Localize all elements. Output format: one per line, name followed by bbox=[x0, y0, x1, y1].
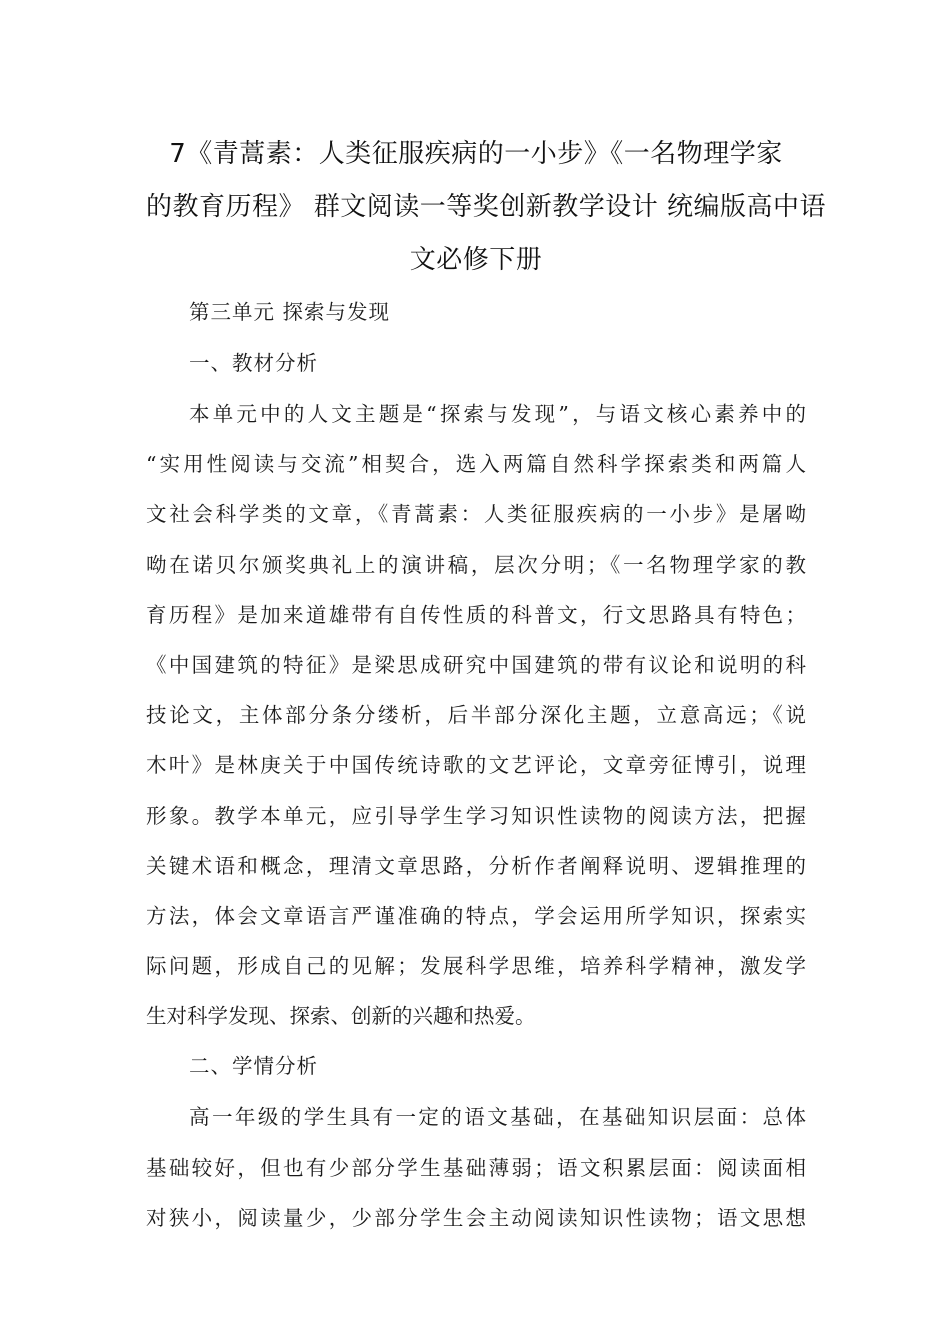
section-heading-student-analysis: 二、学情分析 bbox=[189, 1054, 318, 1079]
title-line: 的教育历程》 群文阅读一等奖创新教学设计 统编版高中语 bbox=[146, 192, 827, 222]
paragraph-line: 呦在诺贝尔颁奖典礼上的演讲稿，层次分明；《一名物理学家的教 bbox=[146, 552, 806, 577]
paragraph-line: 本单元中的人文主题是“探索与发现”，与语文核心素养中的 bbox=[189, 402, 806, 426]
paragraph-line: 基础较好，但也有少部分学生基础薄弱；语文积累层面：阅读面相 bbox=[146, 1155, 806, 1180]
paragraph-line: 方法，体会文章语言严谨准确的特点，学会运用所学知识，探索实 bbox=[146, 903, 806, 928]
paragraph-line: 育历程》是加来道雄带有自传性质的科普文，行文思路具有特色； bbox=[146, 602, 806, 627]
paragraph-line: 木叶》是林庚关于中国传统诗歌的文艺评论，文章旁征博引，说理 bbox=[146, 753, 806, 778]
document-body bbox=[146, 287, 806, 1243]
paragraph-line: 《中国建筑的特征》是梁思成研究中国建筑的带有议论和说明的科 bbox=[146, 652, 806, 677]
textbook-analysis-paragraph bbox=[146, 389, 806, 1041]
section-heading-textbook-analysis: 一、教材分析 bbox=[189, 351, 318, 375]
paragraph-line: 高一年级的学生具有一定的语文基础，在基础知识层面：总体 bbox=[189, 1105, 806, 1130]
paragraph-line: 关键术语和概念，理清文章思路，分析作者阐释说明、逻辑推理的 bbox=[146, 853, 806, 878]
title-line: 7《青蒿素：人类征服疾病的一小步》《一名物理学家 bbox=[169, 139, 783, 169]
paragraph-line: 形象。教学本单元，应引导学生学习知识性读物的阅读方法，把握 bbox=[146, 803, 806, 828]
paragraph-line: 对狭小，阅读量少，少部分学生会主动阅读知识性读物；语文思想 bbox=[146, 1205, 806, 1230]
paragraph-line: “实用性阅读与交流”相契合，选入两篇自然科学探索类和两篇人 bbox=[146, 452, 806, 477]
student-analysis-paragraph bbox=[146, 1092, 806, 1243]
title-line: 文必修下册 bbox=[409, 245, 543, 275]
document-title bbox=[146, 128, 827, 287]
document-page bbox=[146, 128, 827, 1243]
unit-heading: 第三单元 探索与发现 bbox=[189, 300, 391, 324]
paragraph-line: 文社会科学类的文章，《青蒿素：人类征服疾病的一小步》是屠呦 bbox=[146, 502, 806, 527]
paragraph-line: 际问题，形成自己的见解；发展科学思维，培养科学精神，激发学 bbox=[146, 954, 806, 979]
paragraph-line: 技论文，主体部分条分缕析，后半部分深化主题，立意高远；《说 bbox=[146, 703, 806, 728]
paragraph-line: 生对科学发现、探索、创新的兴趣和热爱。 bbox=[146, 1004, 536, 1029]
